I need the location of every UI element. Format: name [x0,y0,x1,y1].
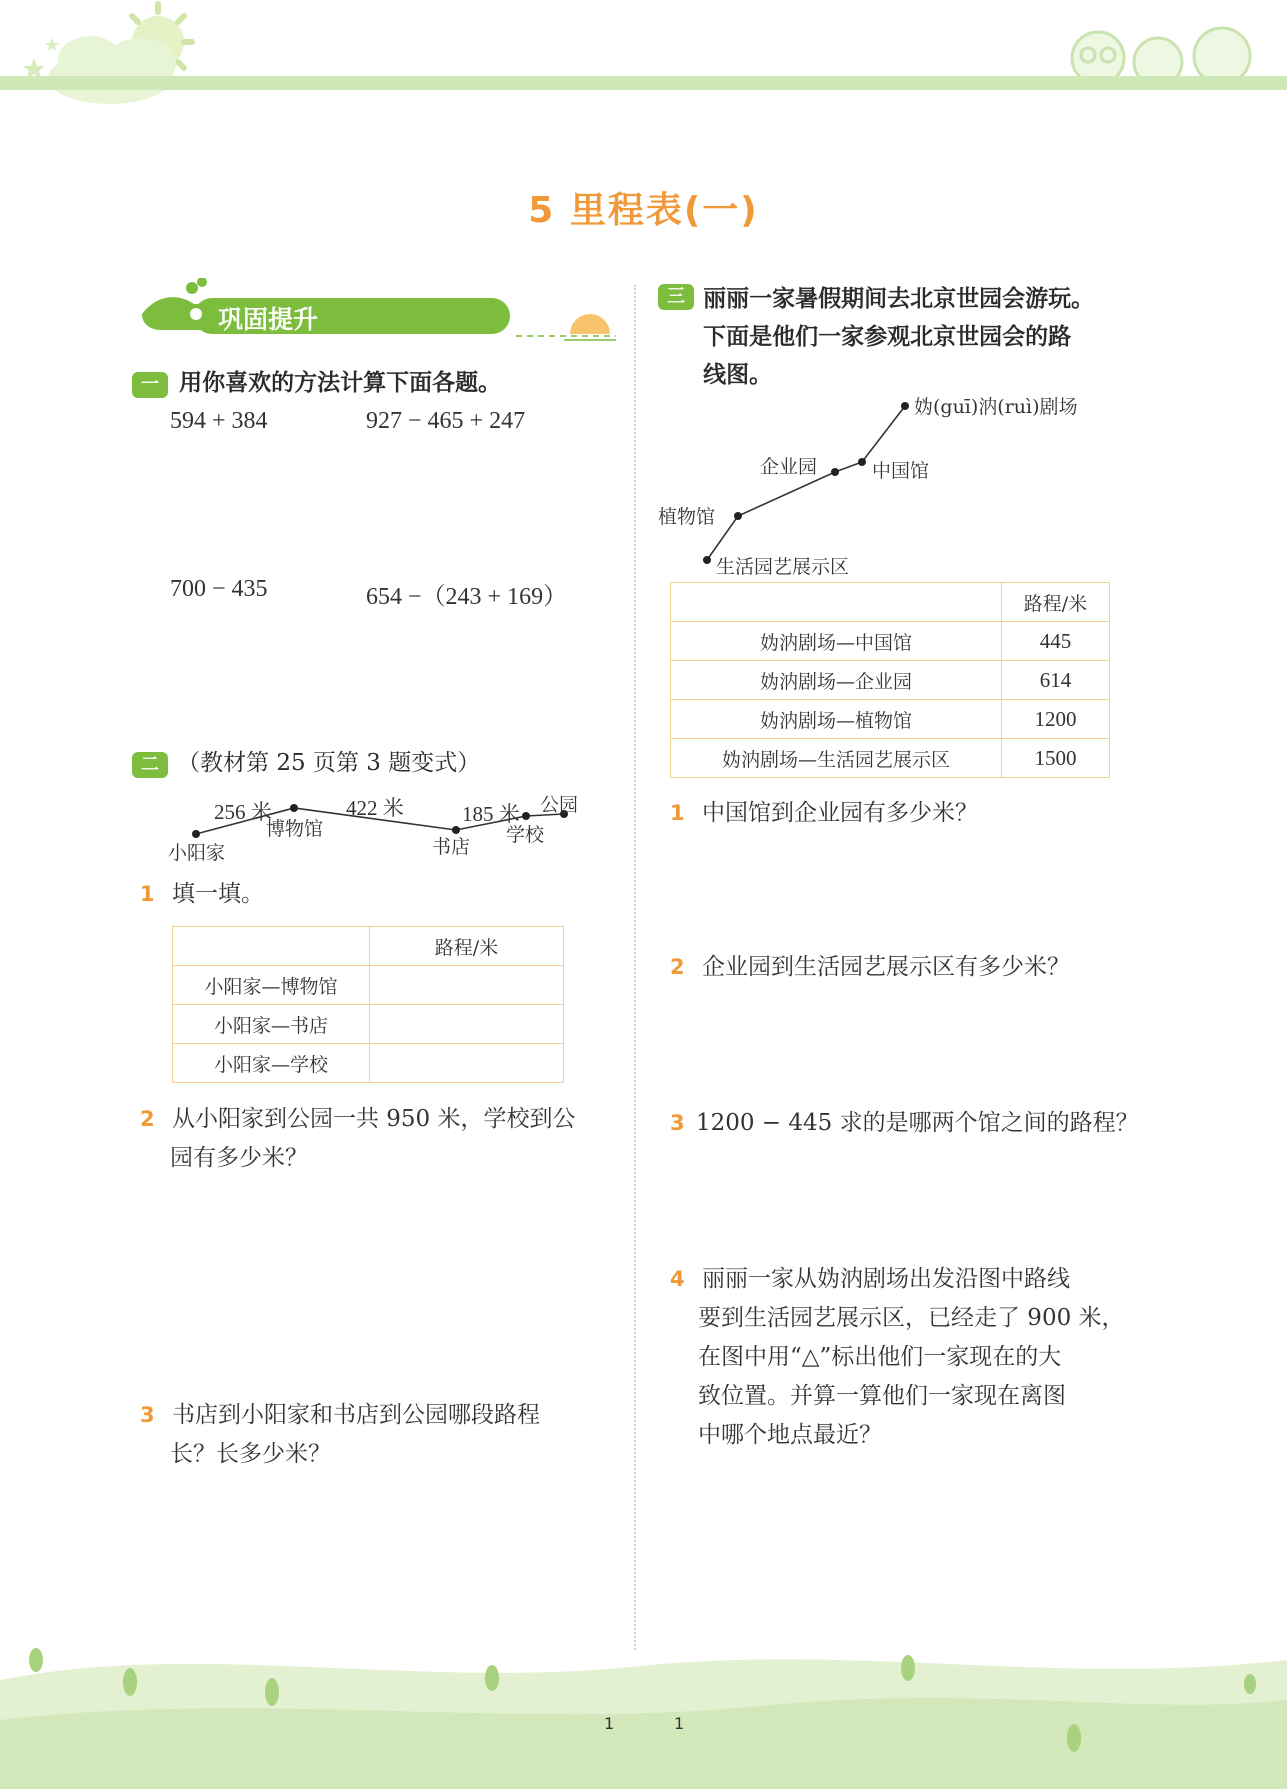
table-row [173,1005,564,1044]
q3-sub4-line1: 丽丽一家从妫汭剧场出发沿图中路线 [701,1266,1070,1292]
q2-header [132,744,480,778]
table-cell: 小阳家—书店 [173,1005,370,1044]
q3-header [658,280,1258,394]
q1-expr-2: 927 − 465 + 247 [366,408,526,434]
q2-sub2-line2: 园有多少米？ [170,1145,308,1171]
q3-sub3 [670,1104,1139,1143]
page-number-left: 1 [604,1714,615,1733]
route-point-garden-exhibit [703,556,711,564]
q3-place-theater: 妫(guī)汭(ruì)剧场 [914,396,1078,418]
q2-place-bookstore: 书店 [432,836,471,858]
page-number-right: 1 [674,1714,685,1733]
q2-sub3 [140,1396,630,1474]
q2-badge: 二 [132,752,168,778]
section-banner-label: 巩固提升 [218,305,319,334]
table-cell: 1200 [1002,700,1110,739]
q3-sub2 [670,948,1070,987]
table-row [671,583,1110,622]
q2-sub1-num: 1 [140,882,155,906]
q1-expr-3: 700 − 435 [170,576,268,602]
q3-sub3-num: 3 [670,1111,685,1135]
q2-distance-3: 185 米 [462,802,520,826]
q3-sub4 [670,1260,1270,1455]
q2-distance-1: 256 米 [214,800,272,824]
table-cell: 妫汭剧场—植物馆 [671,700,1002,739]
q3-line2: 下面是他们一家参观北京世园会的路 [703,324,1072,350]
header-decoration [0,0,1287,110]
table-cell: 445 [1002,622,1110,661]
q2-title: （教材第 25 页第 3 题变式） [177,750,481,776]
q2-sub2-num: 2 [140,1107,155,1131]
table-cell: 小阳家—学校 [173,1044,370,1083]
q3-sub4-line2: 要到生活园艺展示区，已经走了 900 米， [698,1305,1125,1331]
header-band [0,76,1287,90]
cloud-icon [48,36,176,104]
q2-sub1 [140,875,264,914]
q3-sub4-num: 4 [670,1267,685,1291]
q2-distance-2: 422 米 [346,796,404,820]
route-point-theater [901,402,909,410]
q2-sub3-line1: 书店到小阳家和书店到公园哪段路程 [171,1402,540,1428]
q3-place-enterprise-park: 企业园 [760,456,818,478]
q3-line3: 线图。 [703,362,773,388]
q3-place-garden-exhibit: 生活园艺展示区 [716,556,850,578]
table-row [671,739,1110,778]
q2-fill-table [172,926,564,1083]
table-cell [671,583,1002,622]
table-header: 路程/米 [370,927,564,966]
q3-sub3-text: 1200 − 445 求的是哪两个馆之间的路程？ [695,1110,1139,1136]
q3-sub1 [670,794,978,833]
table-row [173,966,564,1005]
q1-title: 用你喜欢的方法计算下面各题。 [179,370,502,396]
q2-place-school: 学校 [506,824,545,846]
q1-expr-1: 594 + 384 [170,408,268,434]
table-cell: 小阳家—博物馆 [173,966,370,1005]
q3-sub2-text: 企业园到生活园艺展示区有多少米？ [701,954,1070,980]
q1-expr-4: 654 −（243 + 169） [366,584,568,610]
q3-distance-table [670,582,1110,778]
column-divider [634,285,636,1650]
q3-sub4-line3: 在图中用“△”标出他们一家现在的大 [698,1344,1062,1370]
page-title: 5 里程表(一) [528,190,759,231]
q1-header [132,364,501,398]
q2-sub2 [140,1100,630,1178]
table-cell: 妫汭剧场—中国馆 [671,622,1002,661]
route-point-botanical [734,512,742,520]
route-point-china-pavilion [858,458,866,466]
q3-badge: 三 [658,284,694,310]
table-row [173,927,564,966]
table-header: 路程/米 [1002,583,1110,622]
q1-badge: 一 [132,372,168,398]
route-point-home [192,830,200,838]
route-point-museum [290,804,298,812]
table-row [671,622,1110,661]
q3-sub2-num: 2 [670,955,685,979]
answer-cell[interactable] [370,1005,564,1044]
q2-sub1-text: 填一填。 [171,881,264,907]
q2-place-park: 公园 [540,794,579,816]
q3-line1: 丽丽一家暑假期间去北京世园会游玩。 [703,286,1095,312]
q2-sub3-num: 3 [140,1403,155,1427]
q2-place-home: 小阳家 [168,842,226,864]
q2-sub2-line1: 从小阳家到公园一共 950 米，学校到公 [171,1106,576,1132]
q2-place-museum: 博物馆 [266,818,324,840]
q3-sub1-text: 中国馆到企业园有多少米？ [701,800,978,826]
table-row [173,1044,564,1083]
route-point-school [522,812,530,820]
q3-sub1-num: 1 [670,801,685,825]
table-cell: 614 [1002,661,1110,700]
table-row [671,700,1110,739]
table-cell: 1500 [1002,739,1110,778]
q3-sub4-line4: 致位置。并算一算他们一家现在离图 [698,1383,1066,1409]
table-cell: 妫汭剧场—企业园 [671,661,1002,700]
q3-place-botanical: 植物馆 [658,506,716,528]
q3-sub4-line5: 中哪个地点最近？ [698,1422,882,1448]
q2-sub3-line2: 长？长多少米？ [170,1441,331,1467]
section-banner [136,278,616,344]
table-cell: 妫汭剧场—生活园艺展示区 [671,739,1002,778]
table-row [671,661,1110,700]
route-point-enterprise-park [831,468,839,476]
answer-cell[interactable] [370,966,564,1005]
q3-place-china-pavilion: 中国馆 [872,460,930,482]
footer-hills-decoration [0,1620,1287,1789]
answer-cell[interactable] [370,1044,564,1083]
table-cell [173,927,370,966]
